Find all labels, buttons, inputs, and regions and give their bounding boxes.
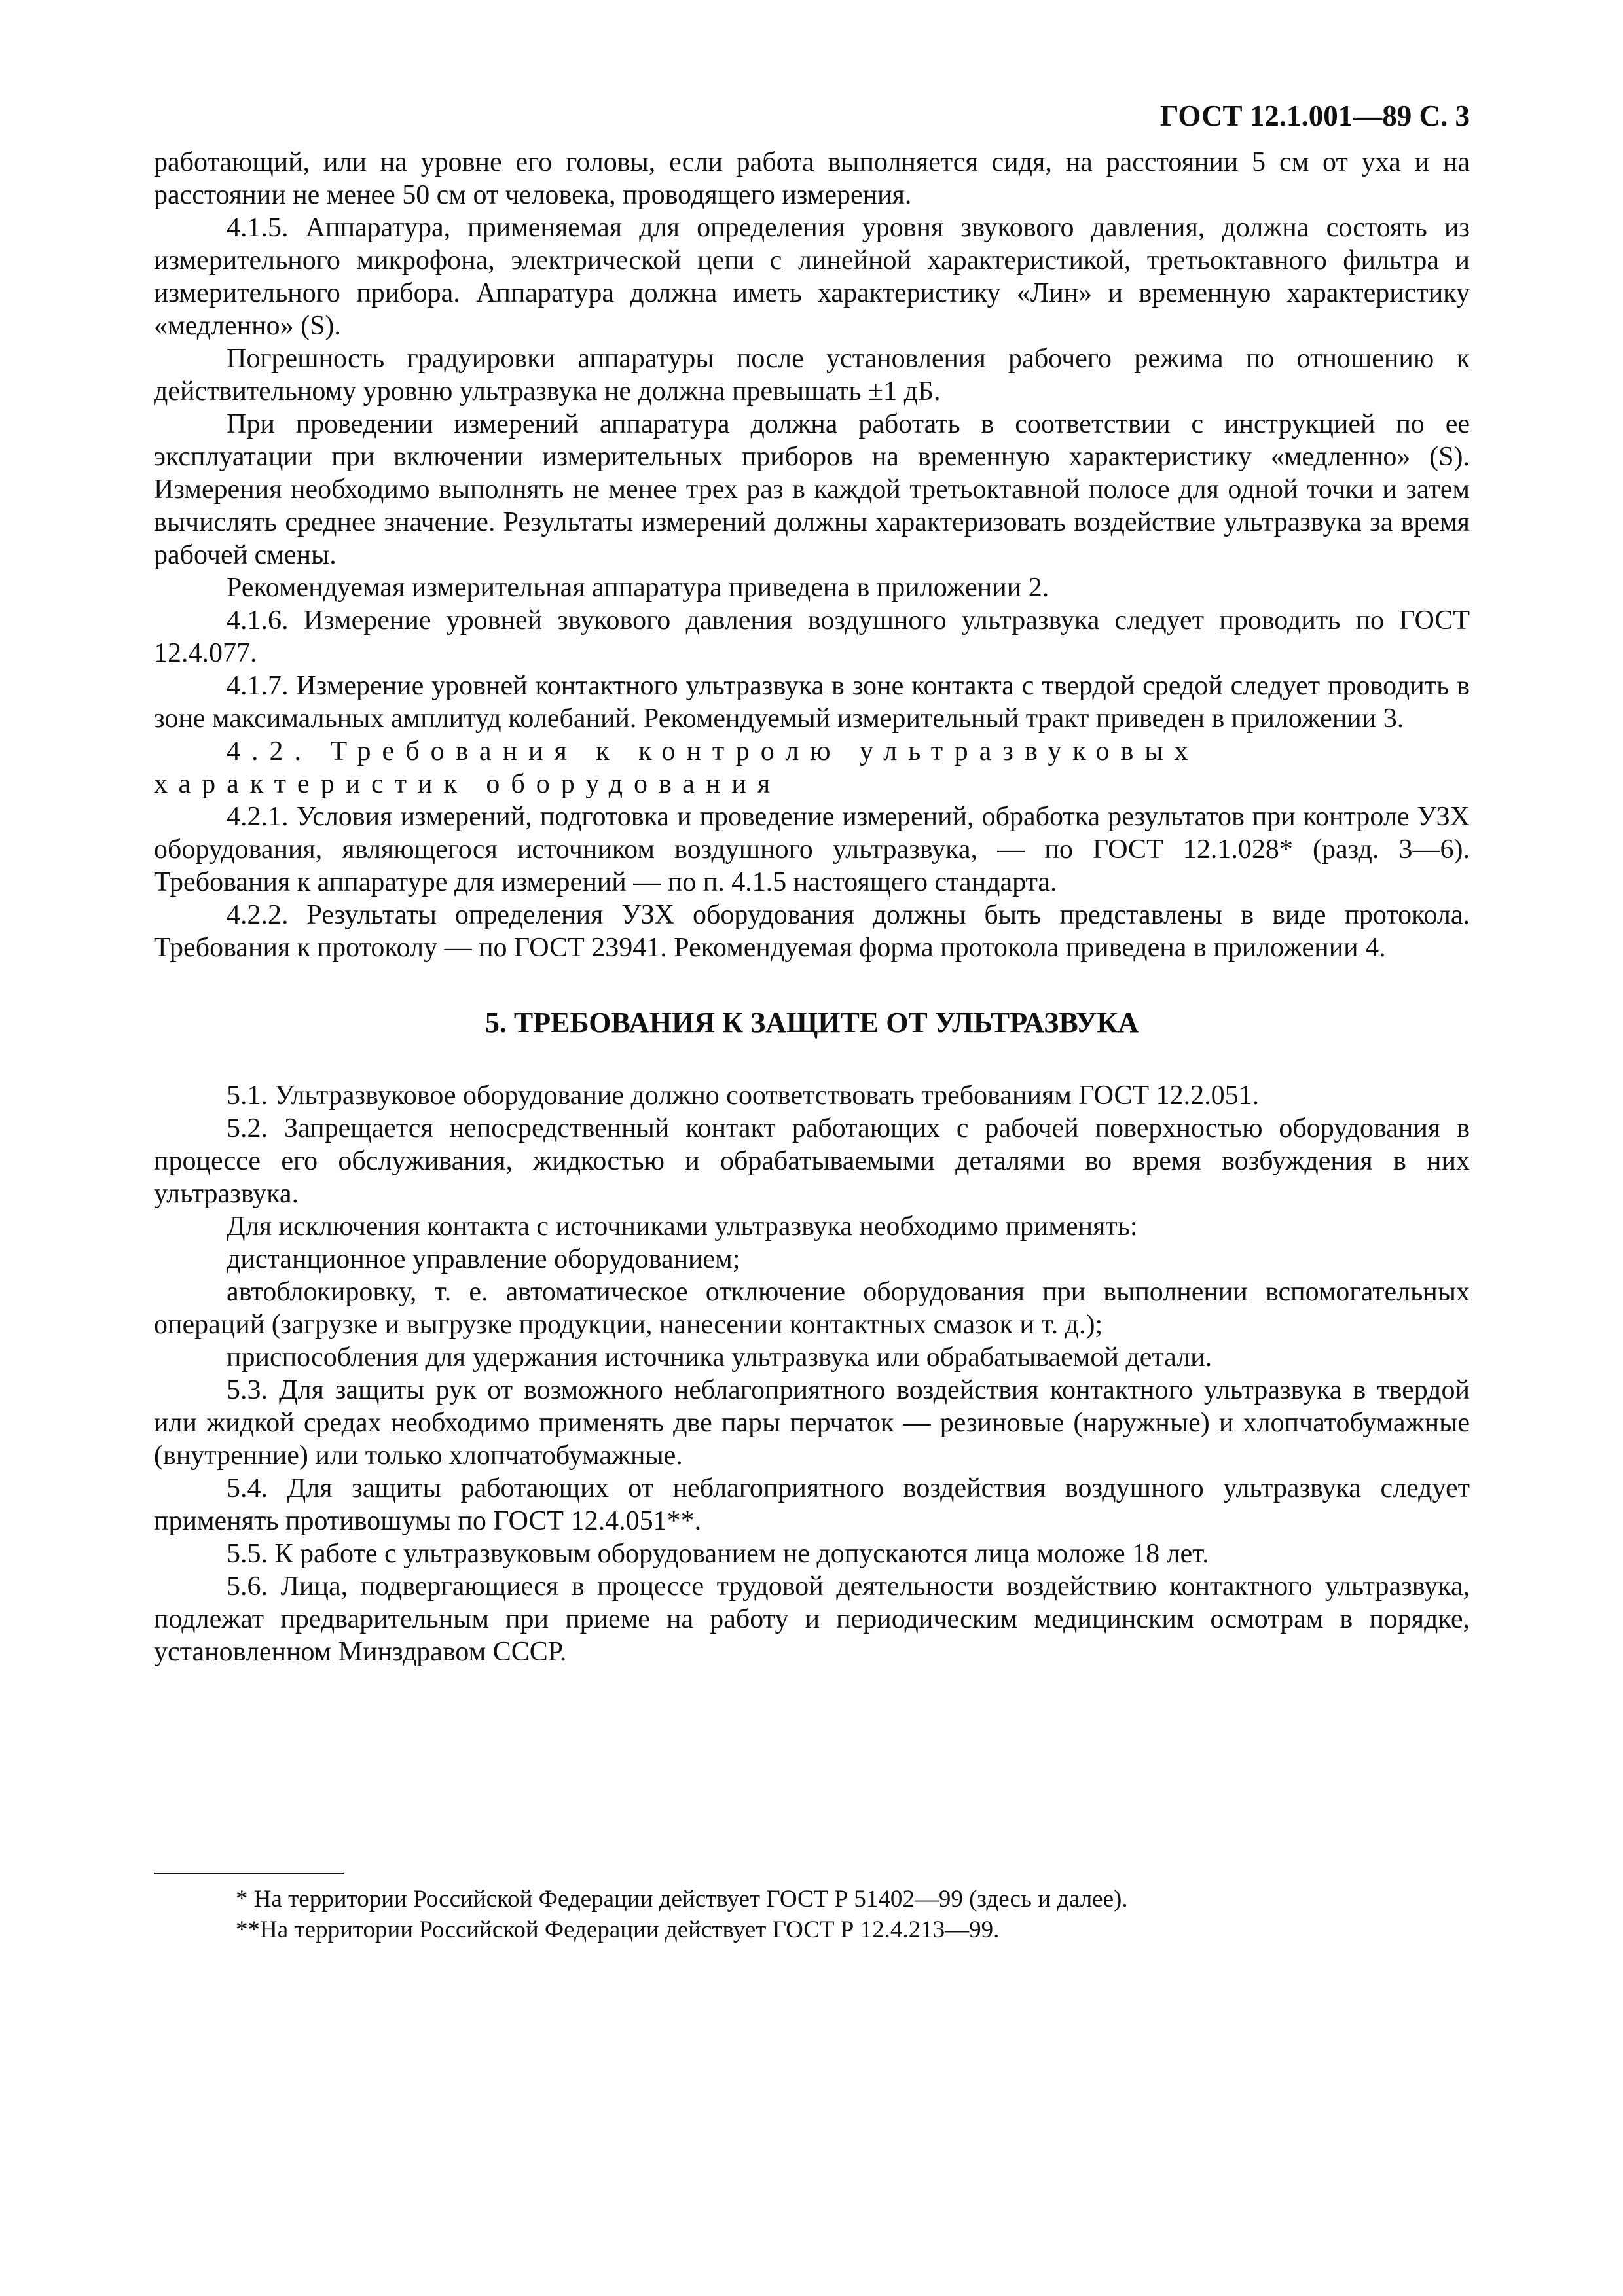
paragraph: Рекомендуемая измерительная аппаратура приведена в приложении 2. xyxy=(227,573,1049,603)
page-header: ГОСТ 12.1.001—89 С. 3 xyxy=(1159,99,1470,132)
footnote: * На территории Российской Федерации действует ГОСТ Р 51402—99 (здесь и далее). xyxy=(236,1886,1128,1912)
paragraph: Погрешность градуировки аппаратуры после установления рабочего режима по отношению к действительному уровню ультразвука не должна превышать ±1 дБ. xyxy=(154,344,1470,406)
paragraph: 5.6. Лица, подвергающиеся в процессе трудовой деятельности воздействию контактного ультразвука, подлежат предварительным при приеме на работу и периодическим медицинским осмотрам в порядке, установленном Минздравом СССР. xyxy=(154,1571,1470,1667)
paragraph: автоблокировку, т. е. автоматическое отключение оборудования при выполнении вспомогательных операций (загрузке и выгрузке продукции, нанесении контактных смазок и т. д.); xyxy=(154,1277,1470,1340)
footnotes xyxy=(154,1884,1470,1945)
paragraph: 4.1.5. Аппаратура, применяемая для определения уровня звукового давления, должна состоять из измерительного микрофона, электрической цепи с линейной характеристикой, третьоктавного фильтра и измерительного прибора. Аппаратура должна иметь характеристику «Лин» и временную характеристику «медленно» (S). xyxy=(154,213,1470,341)
paragraph: 4.2.1. Условия измерений, подготовка и проведение измерений, обработка результатов при контроле УЗХ оборудования, являющегося источником воздушного ультразвука, — по ГОСТ 12.1.028* (разд. 3—6). Требования к аппаратуре для измерений — по п. 4.1.5 настоящего стандарта. xyxy=(154,802,1470,897)
paragraph: дистанционное управление оборудованием; xyxy=(227,1244,740,1274)
document-page xyxy=(154,98,1470,2225)
paragraph: При проведении измерений аппаратура должна работать в соответствии с инструкцией по ее эксплуатации при включении измерительных приборов на временную характеристику «медленно» (S). Измерения необходимо выполнять не менее трех раз в каждой третьоктавной полосе для одной точки и затем вычислять среднее значение. Результаты измерений должны характеризовать воздействие ультразвука за время рабочей смены. xyxy=(154,409,1470,570)
paragraph: приспособления для удержания источника ультразвука или обрабатываемой детали. xyxy=(227,1342,1213,1372)
paragraph: 5.4. Для защиты работающих от неблагоприятного воздействия воздушного ультразвука следует применять противошумы по ГОСТ 12.4.051**. xyxy=(154,1473,1470,1536)
footnote-divider xyxy=(154,1873,344,1874)
section-4-body xyxy=(154,146,1470,964)
section-title: 5. ТРЕБОВАНИЯ К ЗАЩИТЕ ОТ УЛЬТРАЗВУКА xyxy=(484,1007,1139,1039)
paragraph: 5.3. Для защиты рук от возможного неблагоприятного воздействия контактного ультразвука в твердой или жидкой средах необходимо применять две пары перчаток — резиновые (наружные) и хлопчатобумажные (внутренние) или только хлопчатобумажные. xyxy=(154,1375,1470,1471)
footnote: **На территории Российской Федерации действует ГОСТ Р 12.4.213—99. xyxy=(236,1916,1000,1943)
paragraph: Для исключения контакта с источниками ультразвука необходимо применять: xyxy=(227,1211,1138,1242)
paragraph: 4.1.7. Измерение уровней контактного ультразвука в зоне контакта с твердой средой следует проводить в зоне максимальных амплитуд колебаний. Рекомендуемый измерительный тракт приведен в приложении 3. xyxy=(154,671,1470,734)
paragraph: работающий, или на уровне его головы, если работа выполняется сидя, на расстоянии 5 см от уха и на расстоянии не менее 50 см от человека, проводящего измерения. xyxy=(154,147,1470,210)
section-5-body xyxy=(154,1079,1470,1668)
paragraph: 4.2.2. Результаты определения УЗХ оборудования должны быть представлены в виде протокола. Требования к протоколу — по ГОСТ 23941. Рекомендуемая форма протокола приведена в приложении 4. xyxy=(154,900,1470,963)
paragraph: 5.2. Запрещается непосредственный контакт работающих с рабочей поверхностью оборудования в процессе его обслуживания, жидкостью и обрабатываемыми деталями во время возбуждения в них ультразвука. xyxy=(154,1113,1470,1209)
paragraph: 4.2. Требования к контролю ультразвуковых характеристик оборудования xyxy=(154,736,1199,799)
paragraph: 5.1. Ультразвуковое оборудование должно соответствовать требованиям ГОСТ 12.2.051. xyxy=(227,1081,1260,1111)
paragraph: 4.1.6. Измерение уровней звукового давления воздушного ультразвука следует проводить по ГОСТ 12.4.077. xyxy=(154,605,1470,668)
paragraph: 5.5. К работе с ультразвуковым оборудованием не допускаются лица моложе 18 лет. xyxy=(227,1539,1209,1569)
